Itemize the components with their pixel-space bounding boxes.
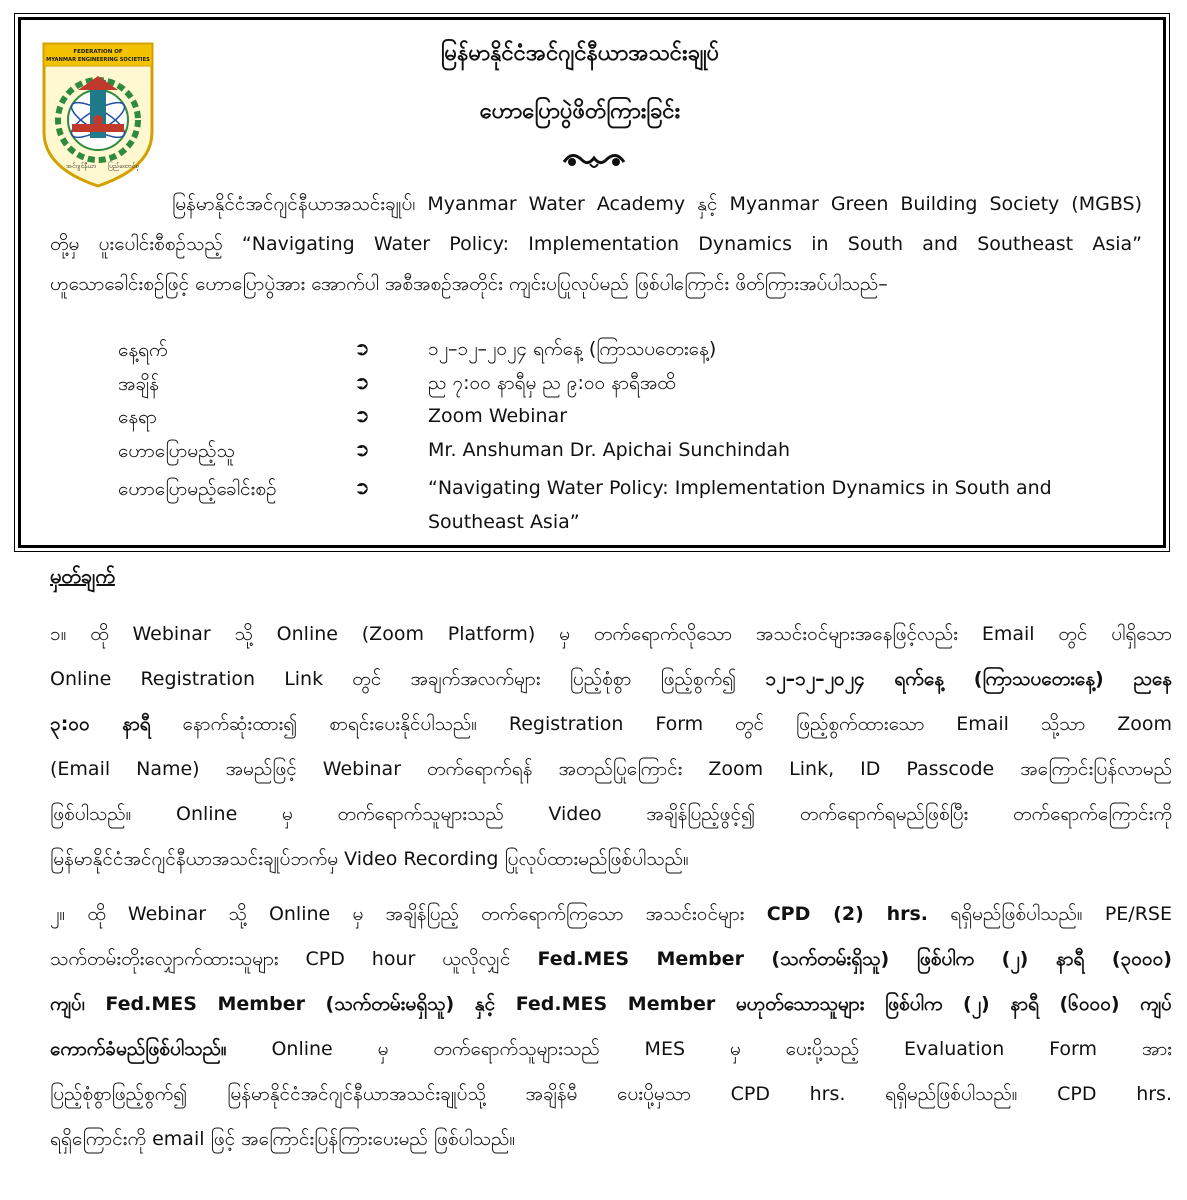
arrow-icon: ➲ <box>354 405 370 427</box>
note-paragraph-2 <box>50 892 1172 1162</box>
para-line: (Email Name) အမည်ဖြင့် Webinar တက်ရောက်ရန် အတည်ပြုကြောင်း Zoom Link, ID Passcode အကြောင်းပြန်လာမည် <box>50 758 1172 780</box>
para-line <box>50 657 1172 702</box>
detail-value: ည ၇:၀၀ နာရီမှ ည ၉:၀၀ နာရီအထိ <box>428 372 676 394</box>
note-heading: မှတ်ချက် <box>50 564 115 588</box>
note-paragraph-1 <box>50 612 1172 882</box>
deadline-date: ၁၂–၁၂–၂၀၂၄ ရက်နေ့ (ကြာသပတေးနေ့) ညနေ <box>765 668 1172 690</box>
para-line <box>50 937 1172 982</box>
fee-member: Fed.MES Member (သက်တမ်းရှိသူ) ဖြစ်ပါက (၂) နာရီ (၃၀၀၀) <box>537 948 1172 970</box>
arrow-icon: ➲ <box>354 338 370 360</box>
detail-value: Mr. Anshuman Dr. Apichai Sunchindah <box>428 439 791 461</box>
logo-bottom-left: အင်ဂျင်နီယာ <box>66 162 97 170</box>
para-text: ရရှိမည်ဖြစ်ပါသည်။ PE/RSE <box>928 903 1172 925</box>
para-text: သက်တမ်းတိုးလျှောက်ထားသူများ CPD hour ယူလိုလျှင် <box>50 948 538 970</box>
federation-logo <box>38 40 158 190</box>
logo-bottom-right: ပြည်ထောင်စု <box>108 162 139 170</box>
deadline-time: ၃:၀၀ နာရီ <box>50 713 151 735</box>
detail-label: အချိန် <box>118 373 159 395</box>
logo-banner-text-2: MYANMAR ENGINEERING SOCIETIES <box>46 57 150 63</box>
arrow-icon: ➲ <box>354 439 370 461</box>
intro-line: မြန်မာနိုင်ငံအင်ဂျင်နီယာအသင်းချုပ်၊ Myanmar Water Academy နှင့် Myanmar Green Building Society (MGBS) <box>172 193 1142 215</box>
para-text: Online Registration Link တွင် အချက်အလက်များ ပြည့်စုံစွာ ဖြည့်စွက်၍ <box>50 668 766 690</box>
detail-label: နေရာ <box>118 406 157 428</box>
detail-label: ဟောပြောမည့်ခေါင်းစဉ် <box>118 478 277 500</box>
ornament-icon <box>560 148 628 172</box>
detail-value: ၁၂–၁၂–၂၀၂၄ ရက်နေ့ (ကြာသပတေးနေ့) <box>428 338 717 360</box>
para-line: ရရှိကြောင်းကို email ဖြင့် အကြောင်းပြန်ကြားပေးမည် ဖြစ်ပါသည်။ <box>50 1128 516 1150</box>
detail-label: ဟောပြောမည့်သူ <box>118 440 235 462</box>
fee-nonmember: ကျပ်၊ Fed.MES Member (သက်တမ်းမရှိသူ) နှင့် Fed.MES Member မဟုတ်သောသူများ ဖြစ်ပါက (၂) နာရီ (၆၀၀၀) ကျပ် <box>50 993 1172 1015</box>
intro-line: ဟူသောခေါင်းစဉ်ဖြင့် ဟောပြောပွဲအား အောက်ပါ အစီအစဉ်အတိုင်း ကျင်းပပြုလုပ်မည် ဖြစ်ပါကြောင်း ဖိတ်ကြားအပ်ပါသည်– <box>50 273 888 295</box>
para-text: Online မှ တက်ရောက်သူများသည် MES မှ ပေးပို့သည့် Evaluation Form အား <box>226 1038 1172 1060</box>
para-line <box>50 892 1172 937</box>
para-line: မြန်မာနိုင်ငံအင်ဂျင်နီယာအသင်းချုပ်ဘက်မှ Video Recording ပြုလုပ်ထားမည်ဖြစ်ပါသည်။ <box>50 848 689 870</box>
para-text: ၂။ ထို Webinar သို့ Online မှ အချိန်ပြည့် တက်ရောက်ကြသော အသင်းဝင်များ <box>50 903 767 925</box>
para-line <box>50 702 1172 747</box>
cpd-hours: CPD (2) hrs. <box>766 903 928 925</box>
detail-label: နေ့ရက် <box>118 339 168 361</box>
para-line: ဖြစ်ပါသည်။ Online မှ တက်ရောက်သူများသည် Video အချိန်ပြည့်ဖွင့်၍ တက်ရောက်ရမည်ဖြစ်ပြီး တက်ရောက်ကြောင်းကို <box>50 803 1172 825</box>
detail-value: Zoom Webinar <box>428 405 568 427</box>
para-line: ပြည့်စုံစွာဖြည့်စွက်၍ မြန်မာနိုင်ငံအင်ဂျင်နီယာအသင်းချုပ်သို့ အချိန်မီ ပေးပို့မှသာ CPD hrs. ရရှိမည်ဖြစ်ပါသည်။ CPD hrs. <box>50 1083 1172 1105</box>
fee-collect: ကောက်ခံမည်ဖြစ်ပါသည်။ <box>50 1038 227 1060</box>
intro-line: တို့မှ ပူးပေါင်းစီစဉ်သည့် “Navigating Water Policy: Implementation Dynamics in South and Southeast Asia” <box>50 233 1142 255</box>
detail-value: “Navigating Water Policy: Implementation Dynamics in South and Southeast Asia” <box>428 477 1052 533</box>
intro-paragraph <box>50 184 1142 304</box>
arrow-icon: ➲ <box>354 477 370 499</box>
logo-banner-text: FEDERATION OF <box>73 49 123 55</box>
para-text: နောက်ဆုံးထား၍ စာရင်းပေးနိုင်ပါသည်။ Registration Form တွင် ဖြည့်စွက်ထားသော Email သို့သာ Zoom <box>150 713 1172 735</box>
arrow-icon: ➲ <box>354 372 370 394</box>
page-subtitle: ဟောပြောပွဲဖိတ်ကြားခြင်း <box>479 99 681 124</box>
para-line: ၁။ ထို Webinar သို့ Online (Zoom Platform) မှ တက်ရောက်လိုသော အသင်းဝင်များအနေဖြင့်လည်း Email တွင် ပါရှိသော <box>50 623 1172 645</box>
para-line <box>50 1027 1172 1072</box>
page-title: မြန်မာနိုင်ငံအင်ဂျင်နီယာအသင်းချုပ် <box>440 41 720 66</box>
